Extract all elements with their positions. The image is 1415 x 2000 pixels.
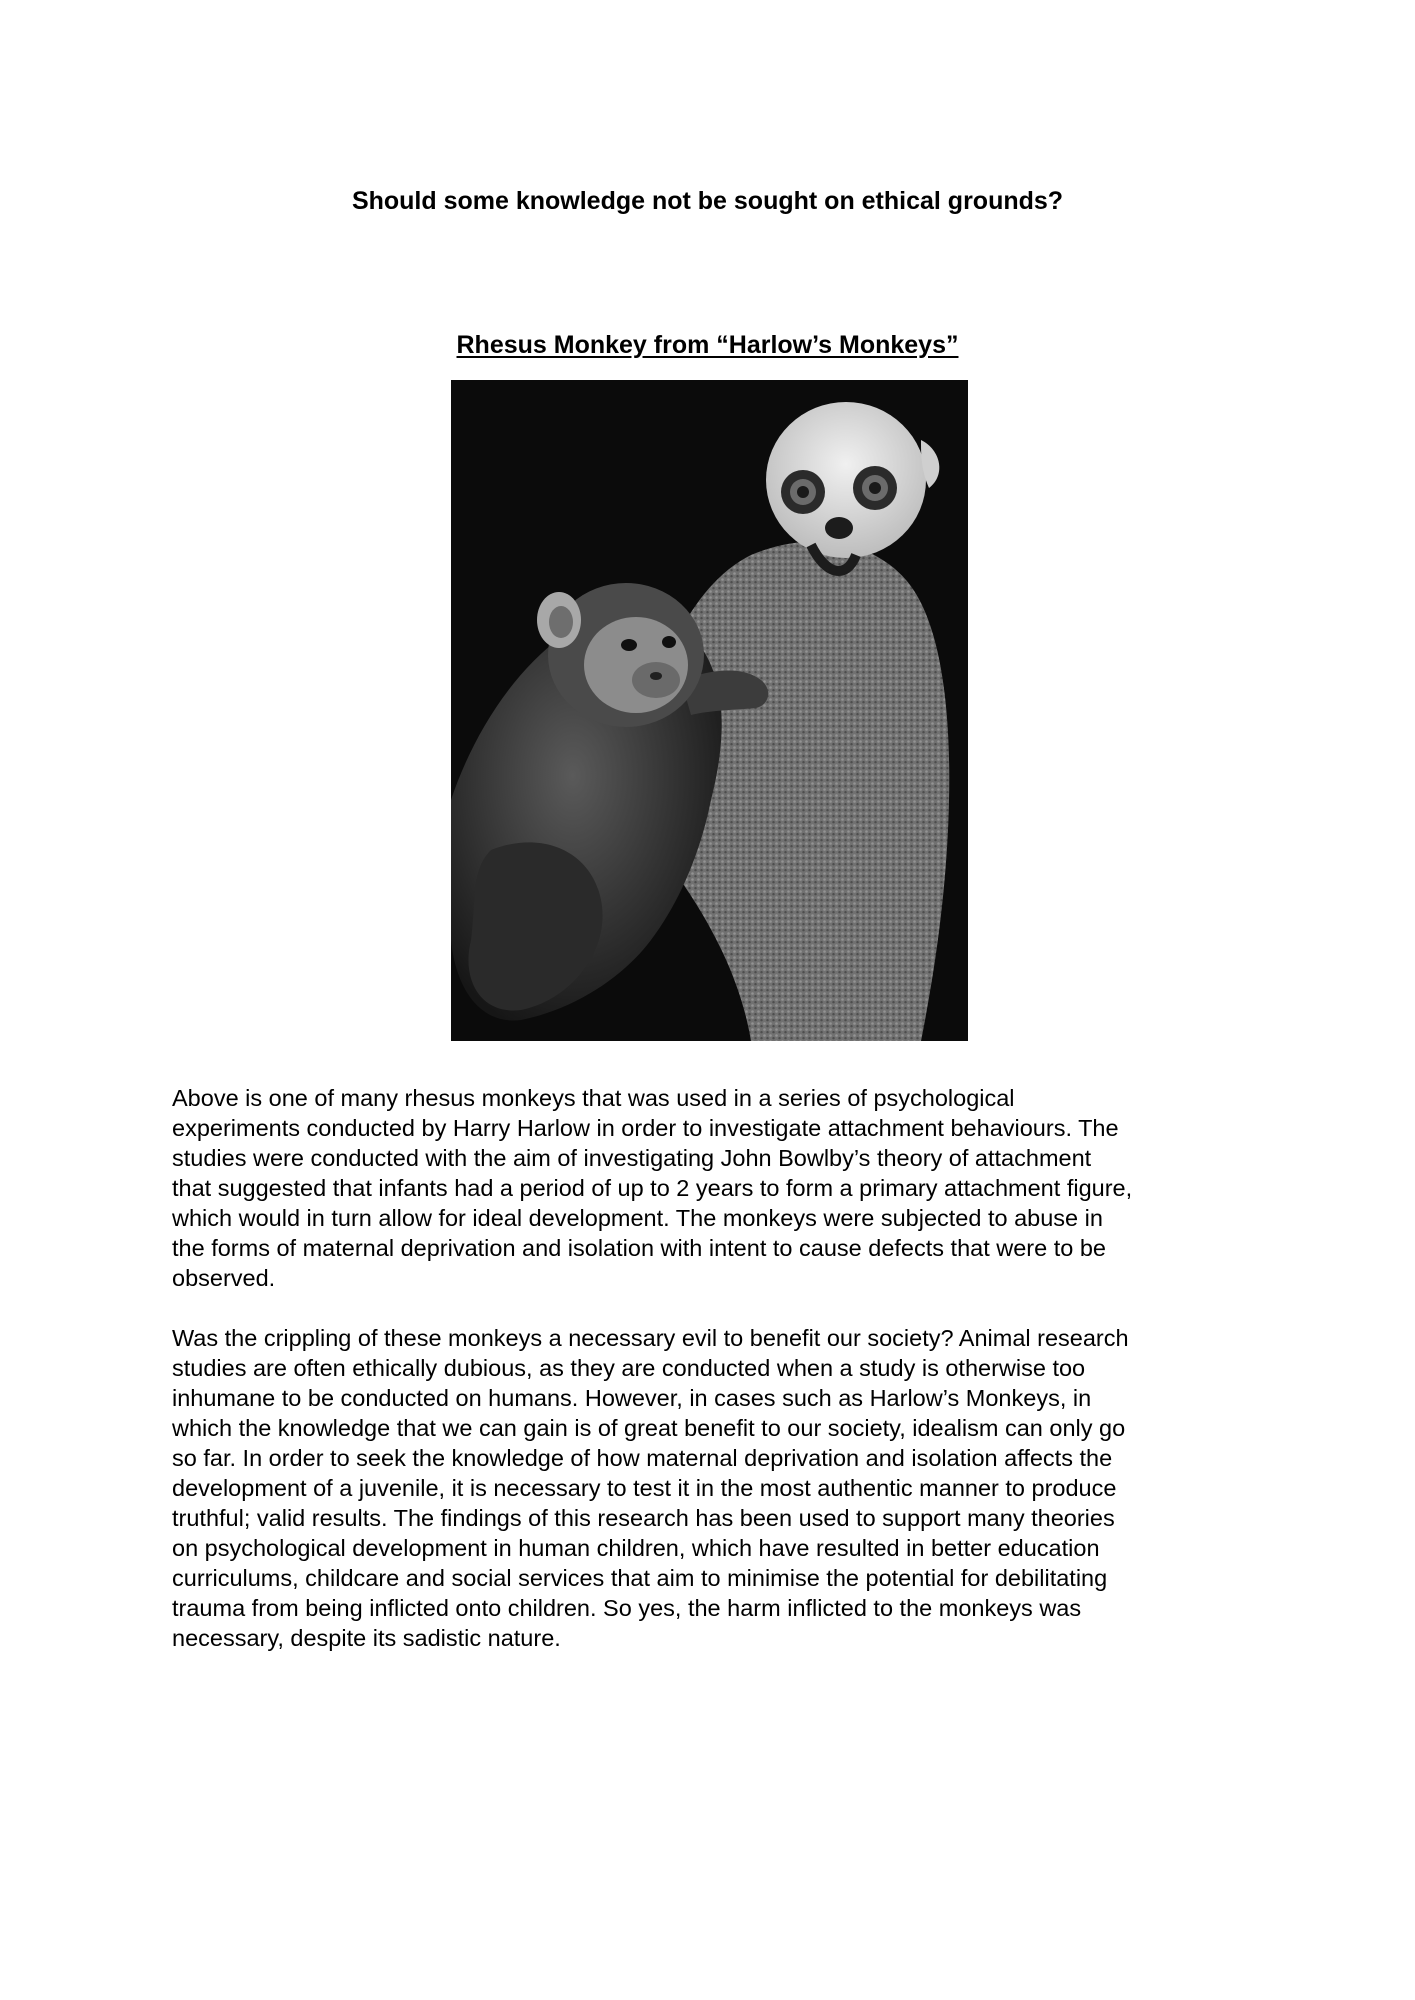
text-line: studies were conducted with the aim of investigating John Bowlby’s theory of attachment — [172, 1145, 1092, 1171]
text-line: so far. In order to seek the knowledge of how maternal deprivation and isolation affects the — [172, 1445, 1113, 1471]
text-line: on psychological development in human children, which have resulted in better education — [172, 1535, 1100, 1561]
text-line: development of a juvenile, it is necessary to test it in the most authentic manner to produce — [172, 1475, 1117, 1501]
text-line: truthful; valid results. The findings of this research has been used to support many theories — [172, 1505, 1115, 1531]
text-line: experiments conducted by Harry Harlow in order to investigate attachment behaviours. The — [172, 1115, 1119, 1141]
text-line: curriculums, childcare and social services that aim to minimise the potential for debilitating — [172, 1565, 1108, 1591]
text-line: which would in turn allow for ideal development. The monkeys were subjected to abuse in — [172, 1205, 1103, 1231]
text-line: Was the crippling of these monkeys a necessary evil to benefit our society? Animal research — [172, 1325, 1129, 1351]
text-line: trauma from being inflicted onto children. So yes, the harm inflicted to the monkeys was — [172, 1595, 1082, 1621]
text-line: that suggested that infants had a period of up to 2 years to form a primary attachment figure, — [172, 1175, 1133, 1201]
text-line: inhumane to be conducted on humans. However, in cases such as Harlow’s Monkeys, in — [172, 1385, 1092, 1411]
paragraph-2 — [172, 1323, 1252, 1653]
monkey-photo — [451, 380, 968, 1041]
figure-heading: Rhesus Monkey from “Harlow’s Monkeys” — [456, 330, 959, 359]
text-line: which the knowledge that we can gain is of great benefit to our society, idealism can only go — [172, 1415, 1126, 1441]
text-line: studies are often ethically dubious, as they are conducted when a study is otherwise too — [172, 1355, 1086, 1381]
page-title: Should some knowledge not be sought on ethical grounds? — [351, 186, 1064, 215]
text-line: Above is one of many rhesus monkeys that was used in a series of psychological — [172, 1085, 1015, 1111]
text-line: the forms of maternal deprivation and isolation with intent to cause defects that were to be — [172, 1235, 1106, 1261]
text-line: necessary, despite its sadistic nature. — [172, 1625, 561, 1651]
paragraph-1 — [172, 1083, 1252, 1293]
text-line: observed. — [172, 1265, 276, 1291]
